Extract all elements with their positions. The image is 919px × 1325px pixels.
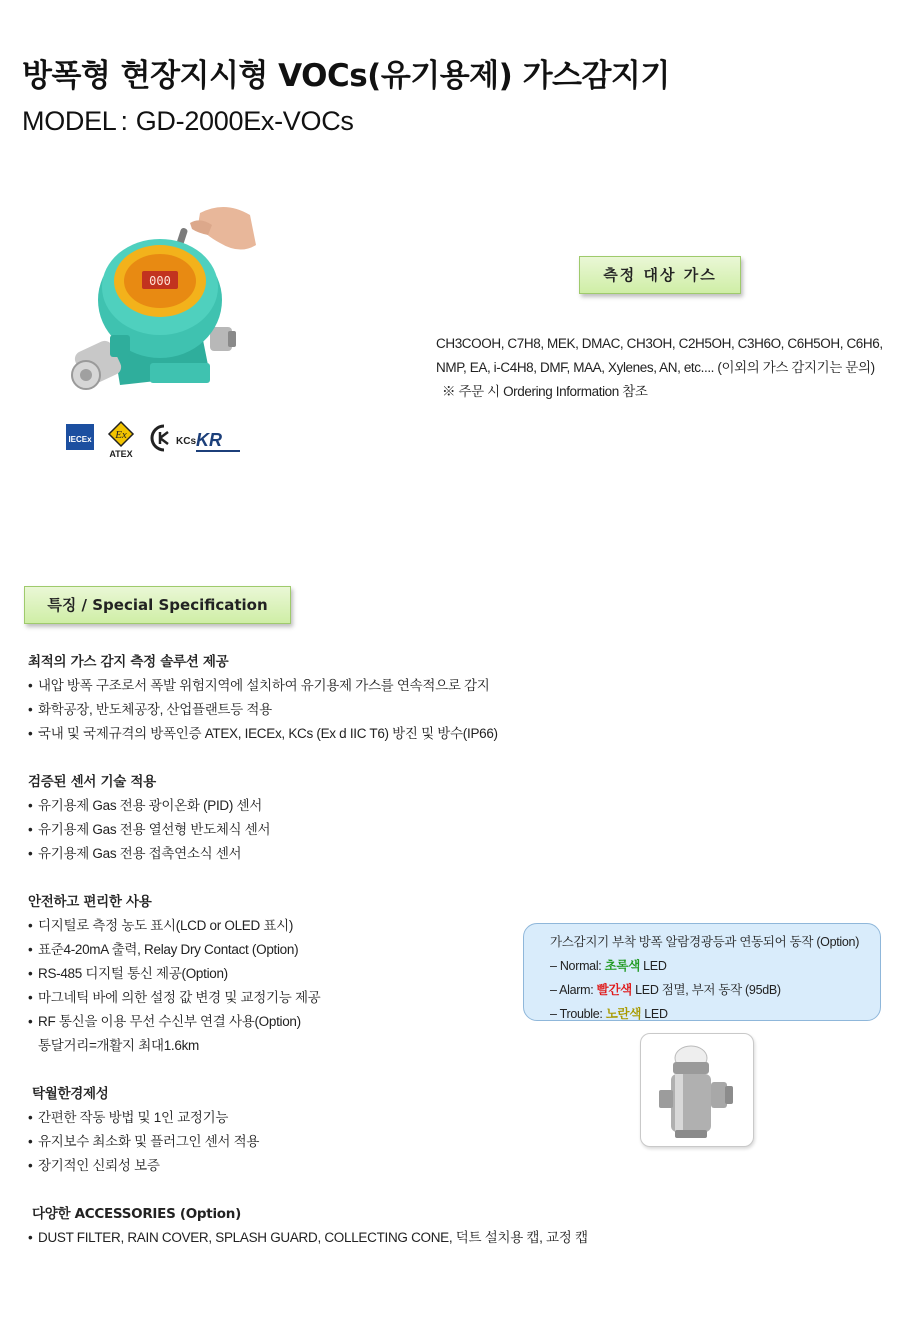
gas-list-line-2: NMP, EA, i-C4H8, DMF, MAA, Xylenes, AN, etc.... (이외의 가스 감지기는 문의) bbox=[436, 360, 875, 375]
iecex-logo bbox=[66, 424, 94, 450]
model-line: MODEL : GD-2000Ex-VOCs bbox=[22, 106, 354, 136]
section-heading: 최적의 가스 감지 측정 솔루션 제공 bbox=[28, 654, 229, 670]
section-heading: 검증된 센서 기술 적용 bbox=[28, 774, 156, 790]
svg-text:IECEx: IECEx bbox=[68, 435, 92, 444]
section-heading: 다양한 ACCESSORIES (Option) bbox=[32, 1206, 241, 1222]
section-sensor-tech bbox=[28, 770, 270, 866]
list-item: • 간편한 작동 방법 및 1인 교정기능 bbox=[28, 1110, 229, 1125]
list-item: • DUST FILTER, RAIN COVER, SPLASH GUARD, COLLECTING CONE, 덕트 설치용 캡, 교정 캡 bbox=[28, 1230, 588, 1245]
special-spec-label: 특징 / Special Specification bbox=[24, 586, 291, 624]
list-item: • 내압 방폭 구조로서 폭발 위험지역에 설치하여 유기용제 가스를 연속적으로 감지 bbox=[28, 678, 490, 693]
kr-logo bbox=[196, 430, 240, 452]
list-item: • 디지털로 측정 농도 표시(LCD or OLED 표시) bbox=[28, 918, 294, 933]
measured-gas-label: 측정 대상 가스 bbox=[579, 256, 741, 294]
section-economy bbox=[28, 1082, 260, 1178]
list-item: • 유기용제 Gas 전용 열선형 반도체식 센서 bbox=[28, 822, 271, 837]
svg-text:KCs: KCs bbox=[176, 436, 197, 447]
svg-text:Ex: Ex bbox=[115, 429, 127, 441]
list-item: • RS-485 디지털 통신 제공(Option) bbox=[28, 966, 228, 981]
list-item: • RF 통신을 이용 무선 수신부 연결 사용(Option) bbox=[28, 1014, 301, 1029]
list-item: • 유기용제 Gas 전용 광이온화 (PID) 센서 bbox=[28, 798, 262, 813]
option-title: 가스감지기 부착 방폭 알람경광등과 연동되어 동작 (Option) bbox=[550, 935, 860, 949]
gas-list-line-1: CH3COOH, C7H8, MEK, DMAC, CH3OH, C2H5OH, C3H6O, C6H5OH, C6H6, bbox=[436, 336, 883, 351]
list-item: • 화학공장, 반도체공장, 산업플랜트등 적용 bbox=[28, 702, 272, 717]
svg-text:KR: KR bbox=[196, 430, 222, 450]
section-gas-solution bbox=[28, 650, 498, 746]
section-heading: 탁월한경제성 bbox=[32, 1086, 109, 1102]
list-item: • 유지보수 최소화 및 플러그인 센서 적용 bbox=[28, 1134, 260, 1149]
list-item: • 유기용제 Gas 전용 접촉연소식 센서 bbox=[28, 846, 242, 861]
list-item: • 장기적인 신뢰성 보증 bbox=[28, 1158, 160, 1173]
section-accessories bbox=[28, 1202, 588, 1250]
option-normal: – Normal: 초록색 LED bbox=[550, 959, 667, 973]
alarm-lamp-image-frame bbox=[640, 1033, 754, 1147]
certification-logos bbox=[66, 420, 256, 460]
list-item-continuation: 통달거리=개활지 최대1.6km bbox=[38, 1038, 199, 1053]
option-alarm: – Alarm: 빨간색 LED 점멸, 부저 동작 (95dB) bbox=[550, 983, 781, 997]
list-item: • 표준4-20mA 출력, Relay Dry Contact (Option) bbox=[28, 942, 299, 957]
ordering-note: ※ 주문 시 Ordering Information 참조 bbox=[442, 384, 648, 399]
model-label: MODEL bbox=[22, 106, 117, 136]
gas-detector-image bbox=[50, 195, 260, 405]
atex-logo bbox=[109, 422, 133, 459]
alarm-lamp-image bbox=[641, 1034, 753, 1146]
alarm-option-box bbox=[523, 923, 881, 1021]
display-readout: 000 bbox=[149, 274, 171, 288]
page-title: 방폭형 현장지시형 VOCs(유기용제) 가스감지기 bbox=[22, 58, 670, 94]
measured-gas-list bbox=[436, 332, 883, 404]
section-safe-use bbox=[28, 890, 320, 1058]
section-heading: 안전하고 편리한 사용 bbox=[28, 894, 152, 910]
option-trouble: – Trouble: 노란색 LED bbox=[550, 1007, 668, 1021]
list-item: • 국내 및 국제규격의 방폭인증 ATEX, IECEx, KCs (Ex d IIC T6) 방진 및 방수(IP66) bbox=[28, 726, 498, 741]
svg-text:ATEX: ATEX bbox=[109, 449, 133, 459]
list-item: • 마그네틱 바에 의한 설정 값 변경 및 교정기능 제공 bbox=[28, 990, 321, 1005]
kcs-logo bbox=[152, 426, 196, 450]
model-value: GD-2000Ex-VOCs bbox=[135, 106, 354, 136]
